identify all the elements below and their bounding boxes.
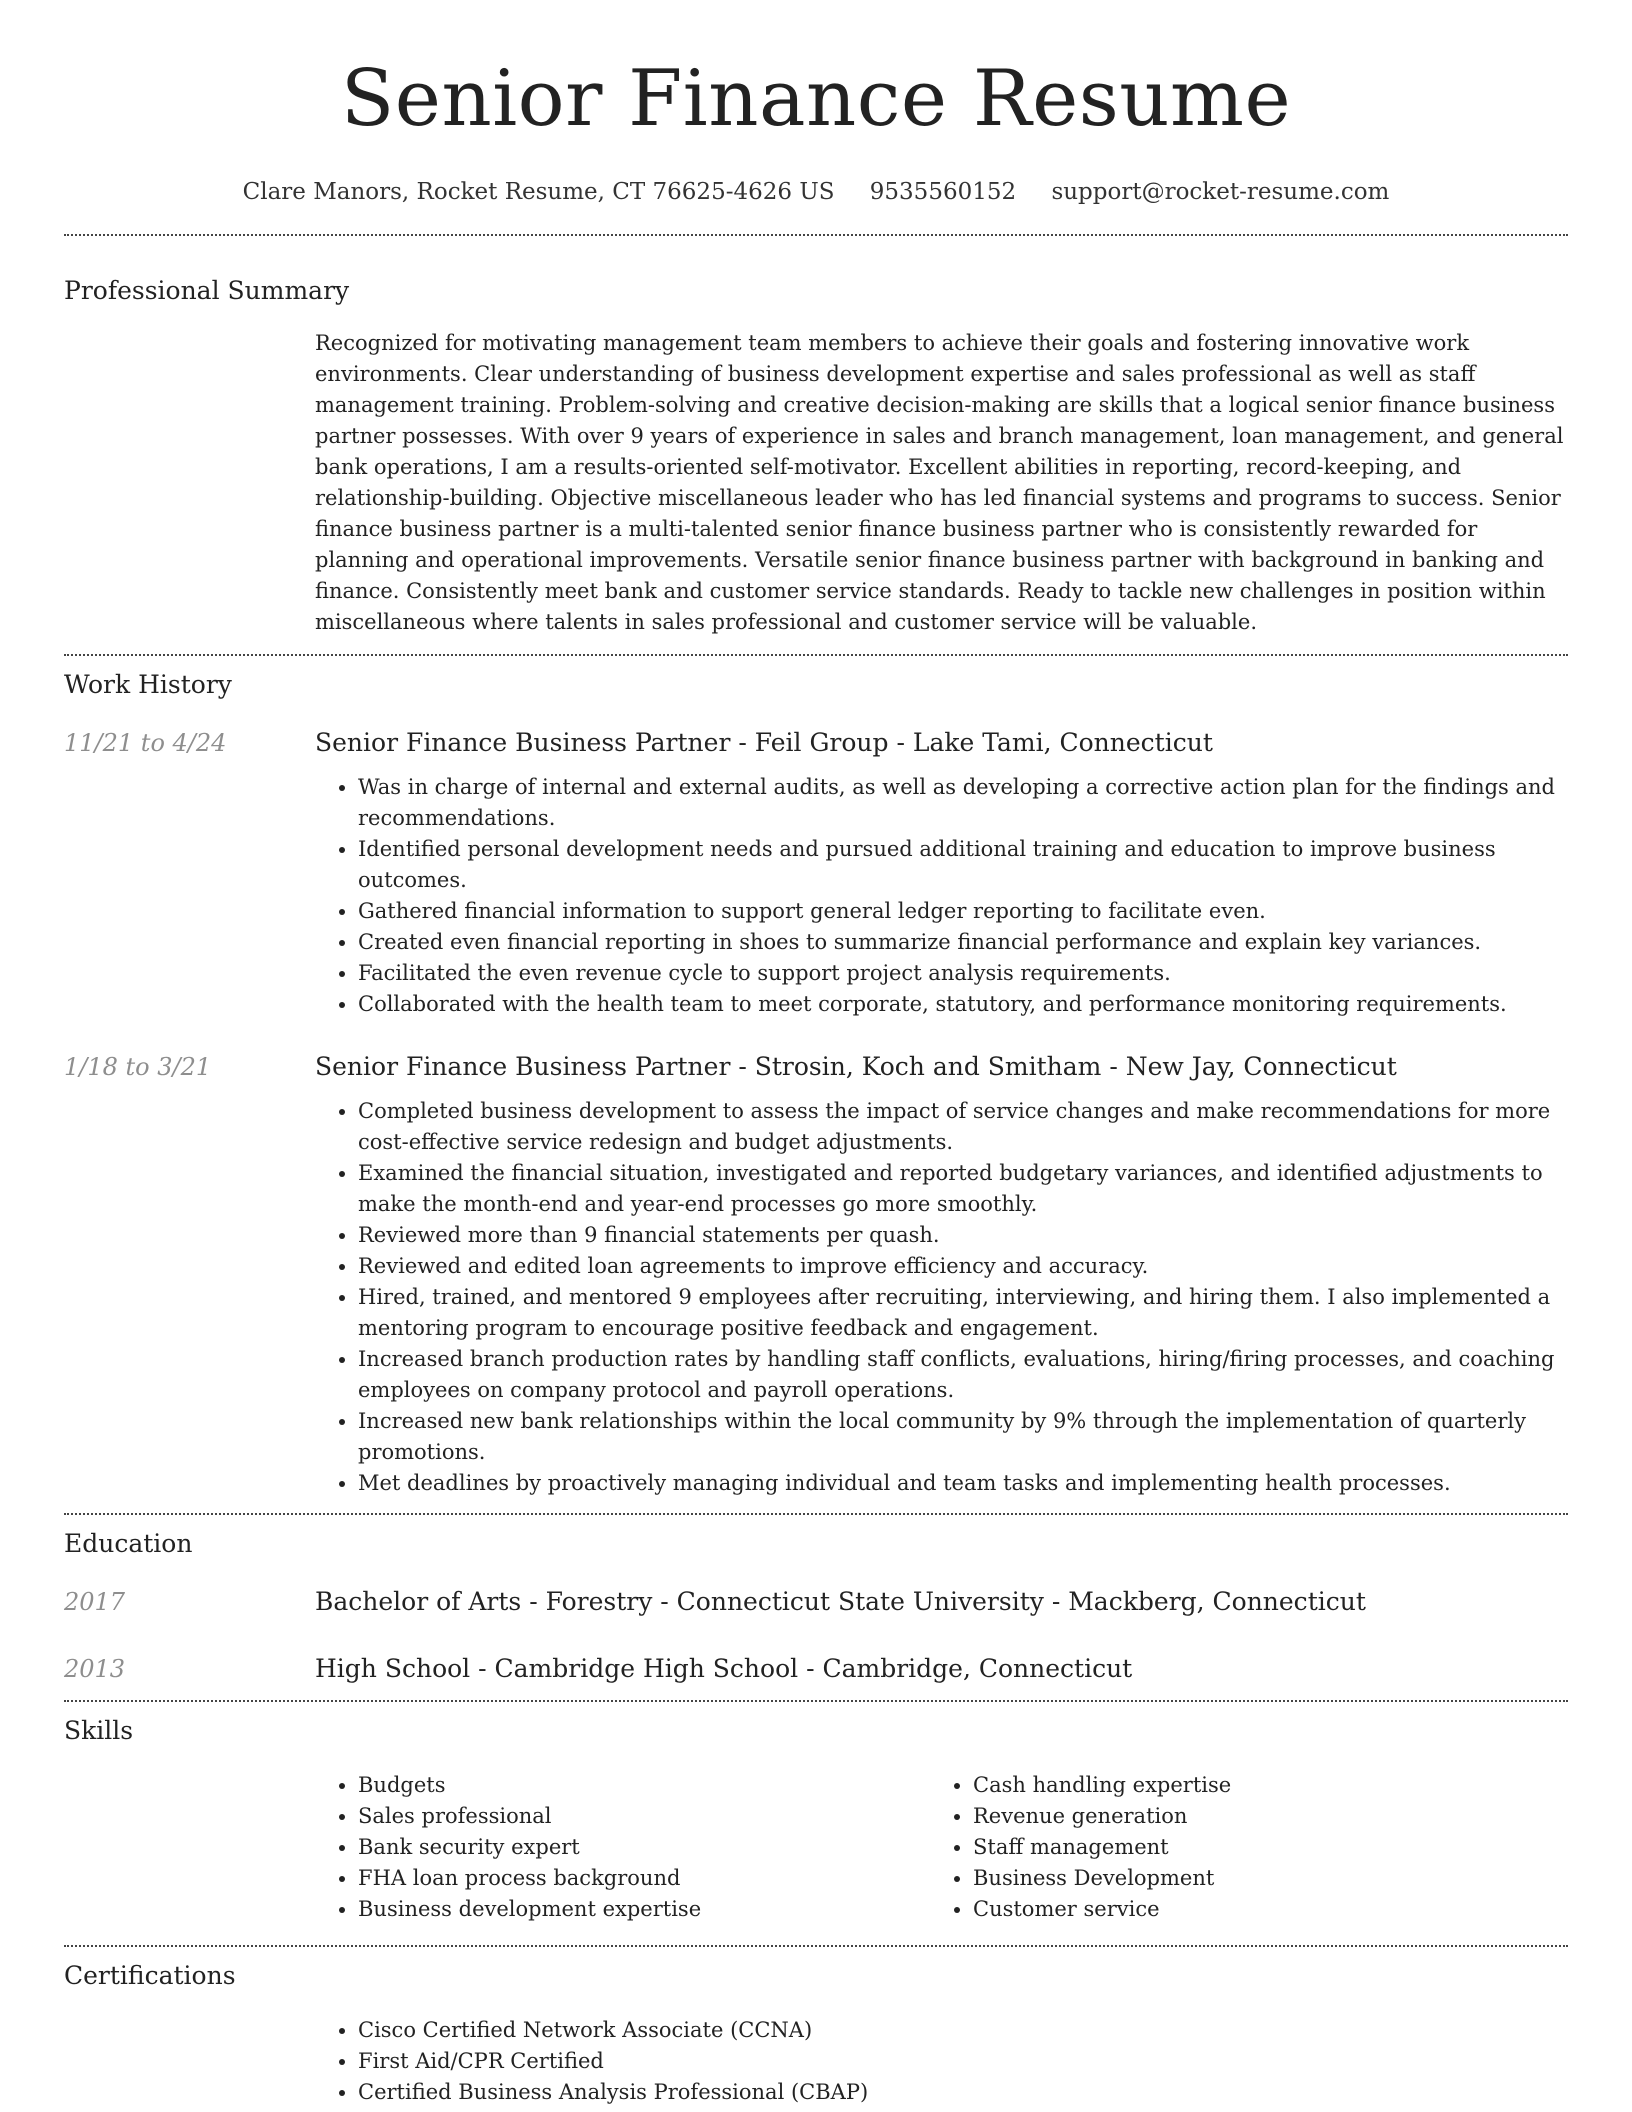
- job-dates: 1/18 to 3/21: [64, 1053, 212, 1081]
- skills-list-right: [930, 1770, 1545, 1925]
- job-title: Senior Finance Business Partner - Feil Group - Lake Tami, Connecticut: [315, 728, 1213, 757]
- list-item: • Hired, trained, and mentored 9 employees after recruiting, interviewing, and hiring them. I also implemented a mentoring program to encourage positive feedback and engagement.: [358, 1282, 1568, 1344]
- list-item: • Business development expertise: [358, 1894, 930, 1925]
- list-item: • First Aid/CPR Certified: [358, 2046, 1568, 2077]
- list-item: • Customer service: [973, 1894, 1545, 1925]
- education-entry: [64, 1652, 1568, 1686]
- list-item: • Facilitated the even revenue cycle to support project analysis requirements.: [358, 958, 1568, 989]
- education-entry: [64, 1585, 1568, 1619]
- work-history-heading: Work History: [64, 670, 232, 699]
- summary-text: Recognized for motivating management team members to achieve their goals and fostering innovative work environments. Clear understanding of business development expertise and sales professional as well as staff management training. Problem-solving and creative decision-making are skills that a logical senior finance business partner possesses. With over 9 years of experience in sales and branch management, loan management, and general bank operations, I am a results-oriented self-motivator. Excellent abilities in reporting, record-keeping, and relationship-building. Objective miscellaneous leader who has led financial systems and programs to success. Senior finance business partner is a multi-talented senior finance business partner who is consistently rewarded for planning and operational improvements. Versatile senior finance business partner with background in banking and finance. Consistently meet bank and customer service standards. Ready to tackle new challenges in position within miscellaneous where talents in sales professional and customer service will be valuable.: [315, 331, 1564, 634]
- list-item: • Was in charge of internal and external audits, as well as developing a corrective action plan for the findings and recommendations.: [358, 772, 1568, 834]
- contact-phone: 9535560152: [869, 179, 1017, 205]
- certifications-list: [315, 2015, 1568, 2108]
- list-item: • Staff management: [973, 1832, 1545, 1863]
- list-item: • Revenue generation: [973, 1801, 1545, 1832]
- list-item: • Collaborated with the health team to meet corporate, statutory, and performance monitoring requirements.: [358, 989, 1568, 1020]
- list-item: • Certified Business Analysis Professional (CBAP): [358, 2077, 1568, 2108]
- list-item: • Reviewed and edited loan agreements to improve efficiency and accuracy.: [358, 1251, 1568, 1282]
- job-entry: [64, 1050, 1568, 1499]
- list-item: • Reviewed more than 9 financial statements per quash.: [358, 1220, 1568, 1251]
- summary-heading: Professional Summary: [64, 276, 350, 305]
- job-entry: [64, 726, 1568, 1020]
- education-year: 2017: [64, 1588, 126, 1616]
- education-year: 2013: [64, 1655, 126, 1683]
- certifications-section: [64, 1947, 1568, 2108]
- list-item: • Cash handling expertise: [973, 1770, 1545, 1801]
- work-history-section: [64, 656, 1568, 1513]
- list-item: • Bank security expert: [358, 1832, 930, 1863]
- list-item: • Increased new bank relationships within the local community by 9% through the implementation of quarterly promotions.: [358, 1406, 1568, 1468]
- list-item: • Increased branch production rates by handling staff conflicts, evaluations, hiring/firing processes, and coaching employees on company protocol and payroll operations.: [358, 1344, 1568, 1406]
- job-title: Senior Finance Business Partner - Strosin, Koch and Smitham - New Jay, Connecticut: [315, 1052, 1397, 1081]
- education-title: High School - Cambridge High School - Cambridge, Connecticut: [315, 1654, 1133, 1683]
- job-bullets: [315, 1096, 1568, 1499]
- job-bullets: [315, 772, 1568, 1020]
- job-dates: 11/21 to 4/24: [64, 729, 227, 757]
- list-item: • Examined the financial situation, investigated and reported budgetary variances, and identified adjustments to make the month-end and year-end processes go more smoothly.: [358, 1158, 1568, 1220]
- skills-heading: Skills: [64, 1716, 134, 1745]
- list-item: • Cisco Certified Network Associate (CCNA): [358, 2015, 1568, 2046]
- list-item: • Business Development: [973, 1863, 1545, 1894]
- contact-line: [64, 174, 1568, 210]
- list-item: • Met deadlines by proactively managing individual and team tasks and implementing health processes.: [358, 1468, 1568, 1499]
- list-item: • Budgets: [358, 1770, 930, 1801]
- page-title: Senior Finance Resume: [340, 54, 1292, 144]
- contact-email: support@rocket-resume.com: [1051, 179, 1390, 205]
- list-item: • Created even financial reporting in shoes to summarize financial performance and explain key variances.: [358, 927, 1568, 958]
- contact-address: Clare Manors, Rocket Resume, CT 76625-4626 US: [242, 179, 835, 205]
- education-section: [64, 1515, 1568, 1700]
- skills-list-left: [315, 1770, 930, 1925]
- list-item: • Completed business development to assess the impact of service changes and make recommendations for more cost-effective service redesign and budget adjustments.: [358, 1096, 1568, 1158]
- certifications-heading: Certifications: [64, 1961, 236, 1990]
- list-item: • Sales professional: [358, 1801, 930, 1832]
- skills-section: [64, 1702, 1568, 1945]
- list-item: • FHA loan process background: [358, 1863, 930, 1894]
- education-heading: Education: [64, 1529, 193, 1558]
- list-item: • Gathered financial information to support general ledger reporting to facilitate even.: [358, 896, 1568, 927]
- education-title: Bachelor of Arts - Forestry - Connecticut State University - Mackberg, Connecticut: [315, 1587, 1366, 1616]
- list-item: • Identified personal development needs and pursued additional training and education to improve business outcomes.: [358, 834, 1568, 896]
- summary-section: [64, 236, 1568, 654]
